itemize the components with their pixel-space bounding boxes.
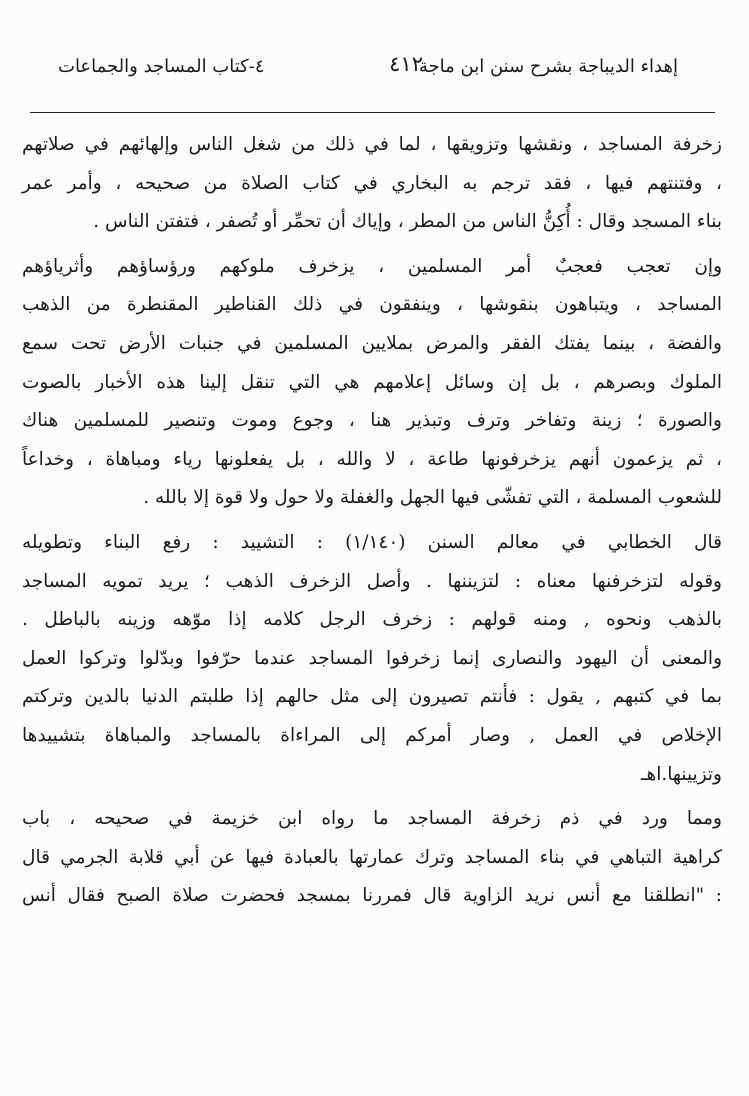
page-body (22, 126, 722, 916)
book-title: إهداء الديباجة بشرح سنن ابن ماجة (418, 56, 678, 77)
text-line: وقوله لتزخرفنها معناه : لتزيننها . وأصل الزخرف الذهب ؛ يريد تمويه المساجد (22, 570, 722, 592)
paragraph (22, 126, 722, 242)
text-line: ومما ورد في ذم زخرفة المساجد ما رواه ابن خزيمة في صحيحه ، باب (22, 808, 722, 830)
text-line: للشعوب المسلمة ، التي تفشّى فيها الجهل والغفلة ولا حول ولا قوة إلا بالله . (143, 487, 722, 509)
text-line: قال الخطابي في معالم السنن (١/١٤٠) : التشييد : رفع البناء وتطويله (22, 531, 722, 553)
paragraph (22, 524, 722, 794)
text-line: والمعنى أن اليهود والنصارى إنما زخرفوا المساجد عندما حرّفوا وبدّلوا وتركوا العمل (22, 647, 722, 669)
header-divider (30, 112, 715, 113)
text-line: ، ثم يزعمون أنهم يزخرفونها طاعة ، لا والله ، بل يفعلونها رياء ومباهاة ، وخداعاً (22, 448, 722, 470)
text-line: والصورة ؛ زينة وتفاخر وترف وتبذير هنا ، وجوع وموت وتنصير للمسلمين هناك (22, 410, 722, 432)
text-line: : "انطلقنا مع أنس نريد الزاوية قال فمررنا بمسجد فحضرت صلاة الصبح فقال أنس (22, 885, 722, 907)
chapter-title: ٤-كتاب المساجد والجماعات (58, 56, 265, 77)
text-line: الملوك وبصرهم ، بل إن وسائل إعلامهم هي التي تنقل إلينا هذه الأخبار بالصوت (22, 371, 722, 393)
paragraph (22, 248, 722, 518)
running-header (58, 52, 678, 92)
text-line: ، وفتنتهم فيها ، فقد ترجم به البخاري في كتاب الصلاة من صحيحه ، وأمر عمر (22, 172, 722, 194)
text-line: بالذهب ونحوه , ومنه قولهم : زخرف الرجل كلامه إذا موّهه وزينه بالباطل . (22, 609, 722, 631)
page-number: ٤١٢ (389, 52, 423, 76)
text-line: كراهية التباهي في بناء المساجد وترك عمارتها بالعبادة فيها عن أبي قلابة الجرمي قال (22, 846, 722, 868)
text-line: المساجد ، ويتباهون بنقوشها ، وينفقون في ذلك القناطير المقنطرة من الذهب (22, 294, 722, 316)
text-line: بناء المسجد وقال : أُكِنُّ الناس من المطر ، وإياك أن تحمِّر أو تُصفر ، فتفتن الناس . (93, 211, 722, 233)
text-line: الإخلاص في العمل , وصار أمركم إلى المراءاة بالمساجد والمباهاة بتشييدها (22, 724, 722, 746)
text-line: بما في كتبهم , يقول : فأنتم تصيرون إلى مثل حالهم إذا طلبتم الدنيا بالدين وتركتم (22, 686, 722, 708)
text-line: والفضة ، بينما يفتك الفقر والمرض بملايين المسلمين في جنبات الأرض تحت سمع (22, 332, 722, 354)
paragraph (22, 800, 722, 916)
text-line: وتزيينها.اهـ (641, 763, 722, 785)
text-line: زخرفة المساجد ، ونقشها وتزويقها ، لما في ذلك من شغل الناس وإلهائهم في صلاتهم (22, 134, 722, 155)
text-line: وإن تعجب فعجبٌ أمر المسلمين ، يزخرف ملوكهم ورؤساؤهم وأثرياؤهم (22, 255, 722, 277)
